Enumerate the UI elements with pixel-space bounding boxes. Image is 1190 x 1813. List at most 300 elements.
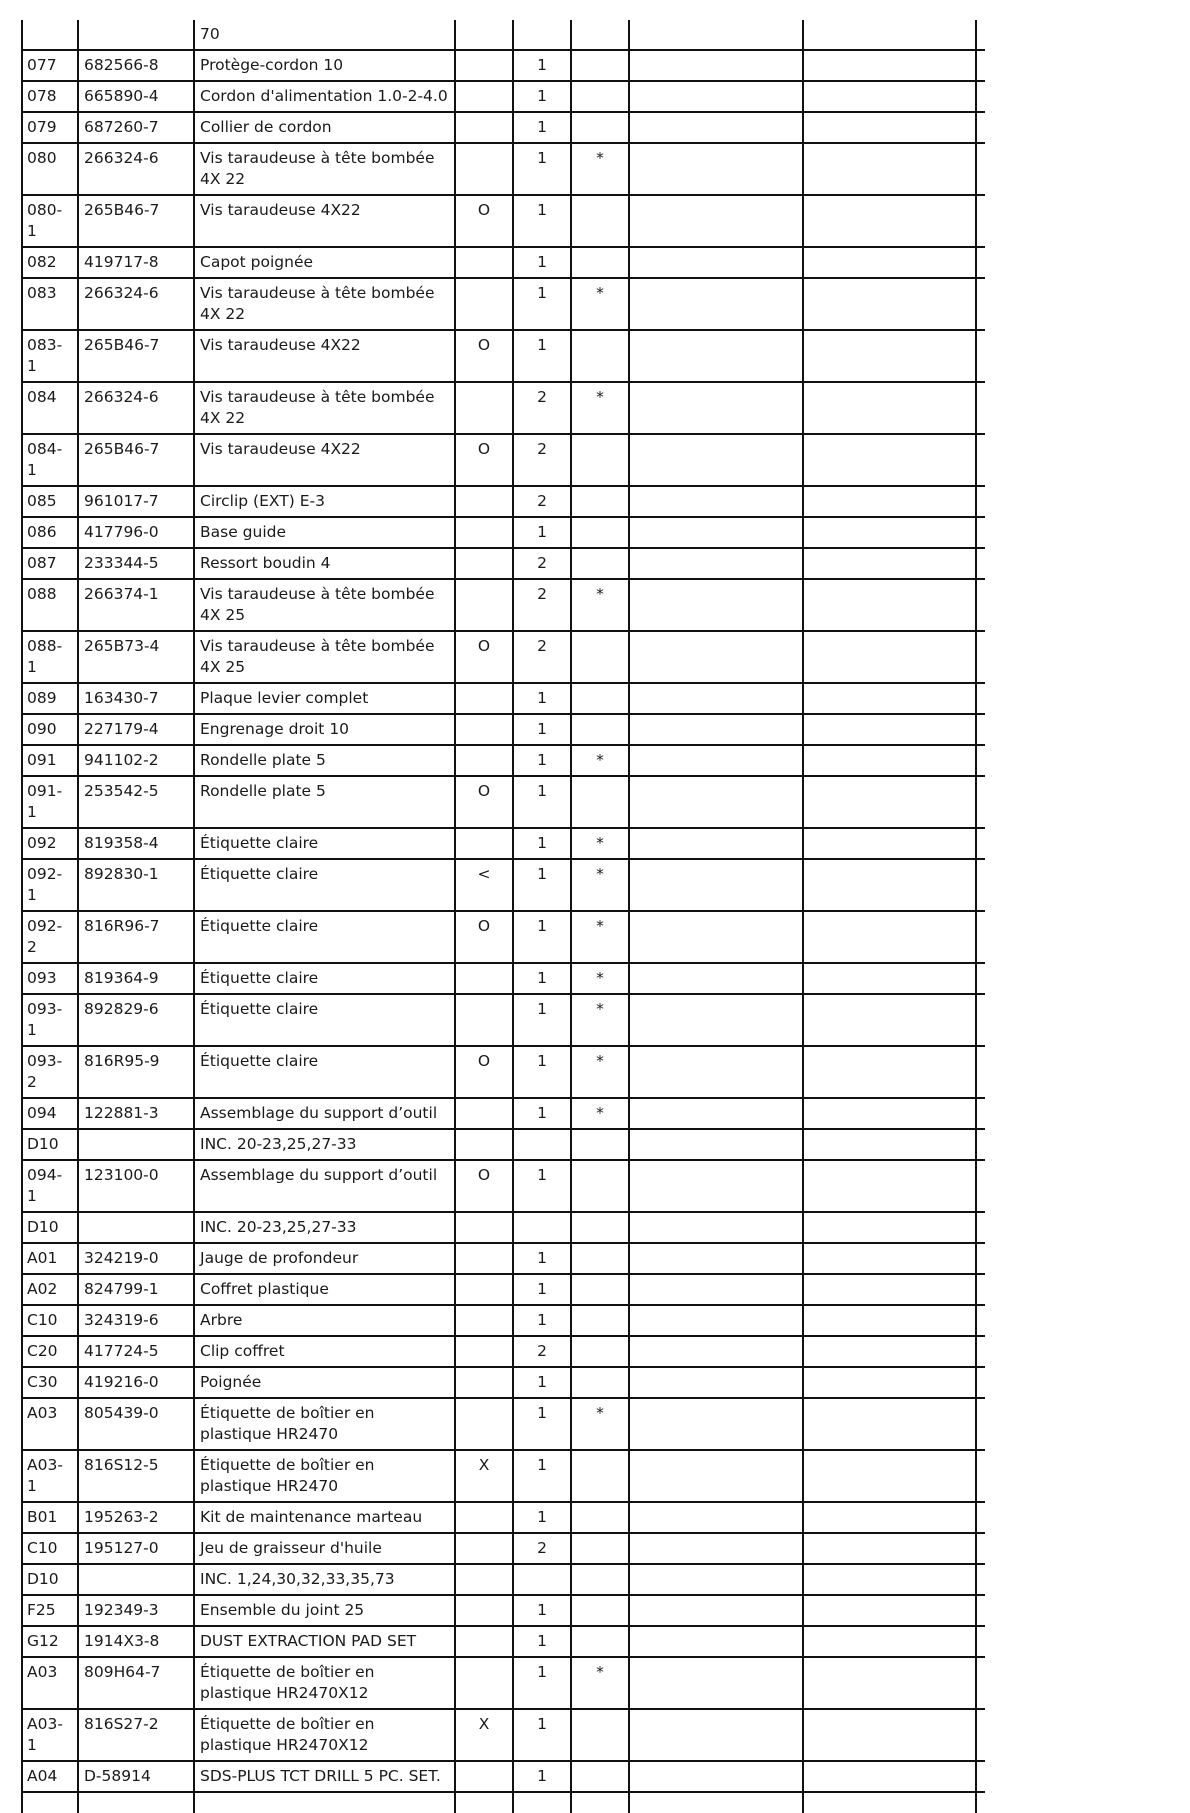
empty-cell [630, 1596, 804, 1625]
quantity-cell: 1 [514, 1244, 572, 1273]
change-mark-cell [572, 1762, 630, 1791]
part-number-cell: 265B73-4 [79, 632, 195, 682]
change-mark-cell [572, 20, 630, 49]
description-cell: Étiquette claire [195, 860, 456, 910]
description-cell: Étiquette de boîtier en plastique HR2470 [195, 1399, 456, 1449]
note-mark-cell [456, 113, 514, 142]
note-mark-cell: O [456, 912, 514, 962]
note-mark-cell [456, 1099, 514, 1128]
note-mark-cell [456, 248, 514, 277]
part-number-cell: 941102-2 [79, 746, 195, 775]
empty-cell [804, 1451, 977, 1501]
description-cell: DUST EXTRACTION PAD SET [195, 1627, 456, 1656]
empty-cell [630, 487, 804, 516]
table-row [21, 113, 985, 144]
empty-cell [630, 1399, 804, 1449]
quantity-cell: 1 [514, 331, 572, 381]
quantity-cell: 1 [514, 279, 572, 329]
item-number-cell: A04 [21, 1762, 79, 1791]
empty-cell [804, 331, 977, 381]
item-number-cell: A01 [21, 1244, 79, 1273]
quantity-cell: 1 [514, 82, 572, 111]
table-row [21, 1306, 985, 1337]
note-mark-cell [456, 20, 514, 49]
part-number-cell: 419216-0 [79, 1368, 195, 1397]
empty-cell [630, 1306, 804, 1335]
table-row [21, 549, 985, 580]
quantity-cell: 1 [514, 518, 572, 547]
item-number-cell: 090 [21, 715, 79, 744]
item-number-cell: 088 [21, 580, 79, 630]
change-mark-cell: * [572, 860, 630, 910]
part-number-cell: 816R95-9 [79, 1047, 195, 1097]
table-row [21, 1762, 985, 1793]
item-number-cell: A03 [21, 1399, 79, 1449]
empty-cell [804, 1047, 977, 1097]
empty-cell [630, 1244, 804, 1273]
empty-cell [630, 715, 804, 744]
quantity-cell: 1 [514, 1503, 572, 1532]
note-mark-cell: O [456, 196, 514, 246]
empty-cell [804, 1099, 977, 1128]
table-row [21, 1565, 985, 1596]
empty-cell [630, 746, 804, 775]
change-mark-cell [572, 51, 630, 80]
empty-cell [630, 1161, 804, 1211]
table-row [21, 383, 985, 435]
part-number-cell: 816S27-2 [79, 1710, 195, 1760]
quantity-cell: 1 [514, 684, 572, 713]
part-number-cell [79, 1130, 195, 1159]
part-number-cell: 419717-8 [79, 248, 195, 277]
item-number-cell: 083 [21, 279, 79, 329]
part-number-cell: 123100-0 [79, 1161, 195, 1211]
part-number-cell: 417724-5 [79, 1337, 195, 1366]
description-cell: Cordon d'alimentation 1.0-2-4.0 [195, 82, 456, 111]
item-number-cell: 080 [21, 144, 79, 194]
table-row [21, 1627, 985, 1658]
empty-cell [804, 1596, 977, 1625]
table-row [21, 1244, 985, 1275]
empty-cell [804, 1244, 977, 1273]
part-number-cell: D-58914 [79, 1762, 195, 1791]
empty-cell [630, 1658, 804, 1708]
note-mark-cell [456, 995, 514, 1045]
item-number-cell: 077 [21, 51, 79, 80]
table-row [21, 1658, 985, 1710]
quantity-cell [514, 1213, 572, 1242]
table-row [21, 1534, 985, 1565]
empty-cell [630, 144, 804, 194]
quantity-cell: 1 [514, 1710, 572, 1760]
table-row [21, 248, 985, 279]
empty-cell [804, 144, 977, 194]
change-mark-cell [572, 777, 630, 827]
table-row [21, 196, 985, 248]
change-mark-cell: * [572, 829, 630, 858]
description-cell: Arbre [195, 1306, 456, 1335]
table-row [21, 715, 985, 746]
description-cell: Coffret plastique [195, 1275, 456, 1304]
item-number-cell: A03-1 [21, 1451, 79, 1501]
table-row [21, 82, 985, 113]
part-number-cell: 265B46-7 [79, 435, 195, 485]
change-mark-cell [572, 1130, 630, 1159]
item-number-cell: 083-1 [21, 331, 79, 381]
table-row [21, 829, 985, 860]
note-mark-cell: O [456, 331, 514, 381]
empty-cell [804, 995, 977, 1045]
description-cell: Ressort boudin 4 [195, 549, 456, 578]
change-mark-cell [572, 1627, 630, 1656]
note-mark-cell [456, 1596, 514, 1625]
item-number-cell: 086 [21, 518, 79, 547]
empty-cell [804, 487, 977, 516]
quantity-cell: 1 [514, 1627, 572, 1656]
description-cell: 70 [195, 20, 456, 49]
change-mark-cell [572, 113, 630, 142]
item-number-cell [21, 20, 79, 49]
part-number-cell: 816S12-5 [79, 1451, 195, 1501]
change-mark-cell [572, 549, 630, 578]
part-number-cell: 805439-0 [79, 1399, 195, 1449]
empty-cell [804, 435, 977, 485]
note-mark-cell [456, 746, 514, 775]
empty-cell [630, 1213, 804, 1242]
empty-cell [804, 383, 977, 433]
empty-cell [804, 715, 977, 744]
change-mark-cell [572, 1275, 630, 1304]
empty-cell [630, 1503, 804, 1532]
empty-cell [630, 113, 804, 142]
empty-cell [630, 1099, 804, 1128]
table-row [21, 51, 985, 82]
description-cell: Étiquette de boîtier en plastique HR2470 [195, 1451, 456, 1501]
table-row [21, 684, 985, 715]
quantity-cell: 1 [514, 715, 572, 744]
empty-cell [804, 746, 977, 775]
note-mark-cell: O [456, 777, 514, 827]
table-row [21, 912, 985, 964]
item-number-cell: 094 [21, 1099, 79, 1128]
empty-cell [630, 829, 804, 858]
change-mark-cell [572, 82, 630, 111]
change-mark-cell [572, 684, 630, 713]
empty-cell [630, 383, 804, 433]
quantity-cell: 2 [514, 435, 572, 485]
empty-cell [804, 964, 977, 993]
change-mark-cell: * [572, 279, 630, 329]
note-mark-cell [456, 1627, 514, 1656]
empty-cell [804, 113, 977, 142]
part-number-cell: 163430-7 [79, 684, 195, 713]
description-cell: SDS-PLUS TCT DRILL 5 PC. SET. [195, 1762, 456, 1791]
table-row [21, 331, 985, 383]
description-cell: Vis taraudeuse 4X22 [195, 196, 456, 246]
description-cell: Étiquette claire [195, 829, 456, 858]
quantity-cell [514, 1130, 572, 1159]
table-row [21, 860, 985, 912]
change-mark-cell: * [572, 964, 630, 993]
empty-cell [630, 82, 804, 111]
part-number-cell: 253542-5 [79, 777, 195, 827]
description-cell: Étiquette claire [195, 1047, 456, 1097]
description-cell: Étiquette claire [195, 912, 456, 962]
description-cell: Vis taraudeuse 4X22 [195, 331, 456, 381]
part-number-cell: 266374-1 [79, 580, 195, 630]
note-mark-cell [456, 1368, 514, 1397]
part-number-cell: 819358-4 [79, 829, 195, 858]
empty-cell [630, 331, 804, 381]
quantity-cell: 1 [514, 1368, 572, 1397]
empty-cell [804, 1658, 977, 1708]
note-mark-cell: O [456, 632, 514, 682]
description-cell: Étiquette claire [195, 995, 456, 1045]
part-number-cell: 265B46-7 [79, 331, 195, 381]
description-cell: Vis taraudeuse à tête bombée 4X 22 [195, 383, 456, 433]
item-number-cell: F25 [21, 1596, 79, 1625]
description-cell: Collier de cordon [195, 113, 456, 142]
change-mark-cell [572, 1565, 630, 1594]
change-mark-cell [572, 1534, 630, 1563]
note-mark-cell [456, 1534, 514, 1563]
change-mark-cell: * [572, 1658, 630, 1708]
table-row [21, 518, 985, 549]
note-mark-cell [456, 1565, 514, 1594]
empty-cell [456, 1793, 514, 1813]
empty-cell [630, 912, 804, 962]
item-number-cell: A02 [21, 1275, 79, 1304]
description-cell: Circlip (EXT) E-3 [195, 487, 456, 516]
note-mark-cell [456, 1275, 514, 1304]
description-cell: Rondelle plate 5 [195, 746, 456, 775]
item-number-cell: 091 [21, 746, 79, 775]
empty-cell [79, 1793, 195, 1813]
description-cell: Engrenage droit 10 [195, 715, 456, 744]
note-mark-cell: O [456, 435, 514, 485]
empty-cell [804, 777, 977, 827]
description-cell: Capot poignée [195, 248, 456, 277]
part-number-cell: 266324-6 [79, 279, 195, 329]
item-number-cell: 093-2 [21, 1047, 79, 1097]
description-cell: Protège-cordon 10 [195, 51, 456, 80]
note-mark-cell [456, 1503, 514, 1532]
part-number-cell: 961017-7 [79, 487, 195, 516]
part-number-cell: 819364-9 [79, 964, 195, 993]
empty-cell [630, 435, 804, 485]
quantity-cell: 2 [514, 1534, 572, 1563]
empty-cell [804, 82, 977, 111]
quantity-cell: 2 [514, 632, 572, 682]
item-number-cell: 078 [21, 82, 79, 111]
change-mark-cell [572, 1213, 630, 1242]
empty-cell [804, 580, 977, 630]
quantity-cell: 1 [514, 1762, 572, 1791]
quantity-cell: 1 [514, 1658, 572, 1708]
part-number-cell [79, 1213, 195, 1242]
empty-cell [630, 248, 804, 277]
part-number-cell: 265B46-7 [79, 196, 195, 246]
table-row [21, 279, 985, 331]
empty-cell [804, 549, 977, 578]
description-cell: Vis taraudeuse à tête bombée 4X 25 [195, 632, 456, 682]
description-cell: Plaque levier complet [195, 684, 456, 713]
change-mark-cell [572, 196, 630, 246]
quantity-cell: 2 [514, 580, 572, 630]
part-number-cell: 192349-3 [79, 1596, 195, 1625]
change-mark-cell [572, 487, 630, 516]
change-mark-cell: * [572, 1099, 630, 1128]
description-cell: Clip coffret [195, 1337, 456, 1366]
note-mark-cell [456, 51, 514, 80]
change-mark-cell [572, 1337, 630, 1366]
empty-cell [630, 1451, 804, 1501]
note-mark-cell [456, 1658, 514, 1708]
table-row [21, 995, 985, 1047]
change-mark-cell [572, 1244, 630, 1273]
note-mark-cell [456, 829, 514, 858]
item-number-cell: 092-2 [21, 912, 79, 962]
table-row [21, 1596, 985, 1627]
part-number-cell: 417796-0 [79, 518, 195, 547]
item-number-cell: 093-1 [21, 995, 79, 1045]
empty-cell [630, 1710, 804, 1760]
change-mark-cell [572, 1503, 630, 1532]
change-mark-cell [572, 435, 630, 485]
item-number-cell: 079 [21, 113, 79, 142]
empty-cell [630, 1047, 804, 1097]
description-cell: Rondelle plate 5 [195, 777, 456, 827]
item-number-cell: 094-1 [21, 1161, 79, 1211]
empty-cell [572, 1793, 630, 1813]
description-cell: Étiquette claire [195, 964, 456, 993]
table-row [21, 1710, 985, 1762]
note-mark-cell [456, 279, 514, 329]
description-cell: Assemblage du support d’outil [195, 1161, 456, 1211]
description-cell: Assemblage du support d’outil [195, 1099, 456, 1128]
description-cell: INC. 20-23,25,27-33 [195, 1213, 456, 1242]
quantity-cell: 1 [514, 777, 572, 827]
change-mark-cell [572, 1368, 630, 1397]
empty-cell [804, 20, 977, 49]
description-cell: Vis taraudeuse 4X22 [195, 435, 456, 485]
change-mark-cell: * [572, 1399, 630, 1449]
empty-cell [804, 248, 977, 277]
item-number-cell: D10 [21, 1565, 79, 1594]
description-cell: Ensemble du joint 25 [195, 1596, 456, 1625]
empty-cell [804, 1337, 977, 1366]
table-row [21, 1047, 985, 1099]
description-cell: Kit de maintenance marteau [195, 1503, 456, 1532]
empty-cell [630, 1762, 804, 1791]
item-number-cell: 093 [21, 964, 79, 993]
empty-cell [514, 1793, 572, 1813]
empty-cell [804, 632, 977, 682]
part-number-cell: 665890-4 [79, 82, 195, 111]
item-number-cell: C30 [21, 1368, 79, 1397]
item-number-cell: 092 [21, 829, 79, 858]
quantity-cell: 1 [514, 51, 572, 80]
empty-cell [630, 1275, 804, 1304]
description-cell: Étiquette de boîtier en plastique HR2470X12 [195, 1658, 456, 1708]
quantity-cell: 1 [514, 912, 572, 962]
item-number-cell: B01 [21, 1503, 79, 1532]
note-mark-cell [456, 383, 514, 433]
change-mark-cell [572, 1306, 630, 1335]
change-mark-cell: * [572, 383, 630, 433]
table-row-continuation [21, 1793, 985, 1813]
quantity-cell: 1 [514, 248, 572, 277]
empty-cell [804, 1503, 977, 1532]
note-mark-cell [456, 580, 514, 630]
table-row [21, 580, 985, 632]
empty-cell [630, 964, 804, 993]
empty-cell [630, 20, 804, 49]
note-mark-cell: X [456, 1451, 514, 1501]
empty-cell [804, 1710, 977, 1760]
part-number-cell: 682566-8 [79, 51, 195, 80]
empty-cell [630, 632, 804, 682]
description-cell: Base guide [195, 518, 456, 547]
empty-cell [195, 1793, 456, 1813]
item-number-cell: A03-1 [21, 1710, 79, 1760]
description-cell: INC. 20-23,25,27-33 [195, 1130, 456, 1159]
empty-cell [630, 1368, 804, 1397]
empty-cell [804, 1306, 977, 1335]
quantity-cell: 1 [514, 1306, 572, 1335]
change-mark-cell [572, 331, 630, 381]
table-row [21, 1161, 985, 1213]
table-row [21, 1337, 985, 1368]
part-number-cell: 227179-4 [79, 715, 195, 744]
item-number-cell: 088-1 [21, 632, 79, 682]
quantity-cell: 1 [514, 1161, 572, 1211]
note-mark-cell [456, 1244, 514, 1273]
item-number-cell: 089 [21, 684, 79, 713]
description-cell: Étiquette de boîtier en plastique HR2470X12 [195, 1710, 456, 1760]
change-mark-cell [572, 518, 630, 547]
quantity-cell: 1 [514, 746, 572, 775]
table-row [21, 746, 985, 777]
note-mark-cell [456, 1306, 514, 1335]
item-number-cell: 080-1 [21, 196, 79, 246]
table-row [21, 435, 985, 487]
empty-cell [804, 1368, 977, 1397]
quantity-cell: 1 [514, 144, 572, 194]
empty-cell [630, 549, 804, 578]
quantity-cell: 1 [514, 860, 572, 910]
quantity-cell: 1 [514, 829, 572, 858]
part-number-cell [79, 20, 195, 49]
change-mark-cell [572, 1161, 630, 1211]
note-mark-cell [456, 487, 514, 516]
empty-cell [630, 1534, 804, 1563]
part-number-cell: 824799-1 [79, 1275, 195, 1304]
item-number-cell: 092-1 [21, 860, 79, 910]
change-mark-cell: * [572, 995, 630, 1045]
parts-table [21, 20, 985, 1813]
quantity-cell: 1 [514, 1275, 572, 1304]
empty-cell [804, 51, 977, 80]
change-mark-cell [572, 248, 630, 277]
description-cell: Poignée [195, 1368, 456, 1397]
empty-cell [630, 1793, 804, 1813]
part-number-cell: 233344-5 [79, 549, 195, 578]
empty-cell [804, 279, 977, 329]
part-number-cell: 816R96-7 [79, 912, 195, 962]
empty-cell [804, 1399, 977, 1449]
item-number-cell: 091-1 [21, 777, 79, 827]
